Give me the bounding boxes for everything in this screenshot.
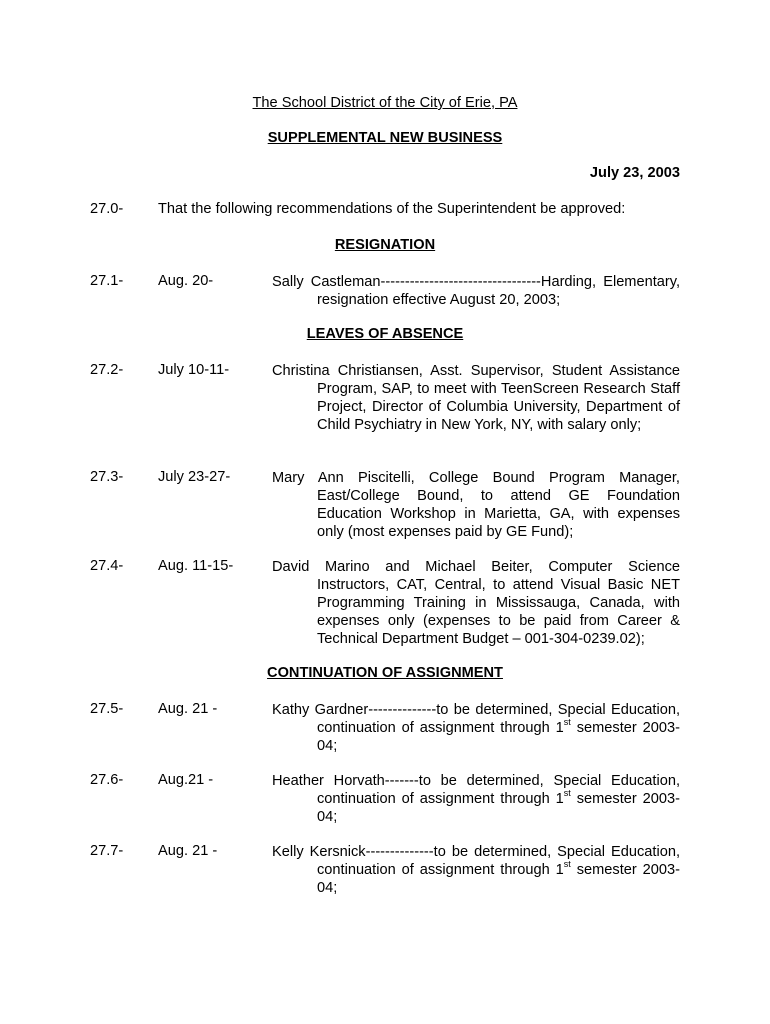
item-date: July 23-27- — [158, 469, 231, 485]
item-continuation: Instructors, CAT, Central, to attend Visual Basic NET Programming Training in Mississauga, Canada, with expenses only (expenses to be paid from Career & Technical Department Budget – 001-304-0239.02); — [317, 577, 680, 647]
item-number: 27.4- — [90, 558, 124, 574]
continuation-text-end: semester 2003-04; — [317, 862, 680, 896]
item-number: 27.5- — [90, 701, 124, 717]
continuation-text-end: semester 2003-04; — [317, 720, 680, 754]
ordinal-suffix: st — [563, 717, 571, 728]
item-continuation: East/College Bound, to attend GE Foundation Education Workshop in Marietta, GA, with expenses only (most expenses paid by GE Fund); — [317, 488, 680, 540]
document-title: SUPPLEMENTAL NEW BUSINESS — [267, 130, 503, 146]
item-continuation — [272, 861, 680, 897]
intro-text: That the following recommendations of the Superintendent be approved: — [158, 201, 626, 217]
item-text — [272, 558, 680, 648]
item-first-line: Heather Horvath-------to be determined, Special Education, — [272, 773, 680, 789]
item-date: Aug. 21 - — [158, 843, 218, 859]
item-date: July 10-11- — [158, 362, 230, 378]
item-first-line: Kelly Kersnick--------------to be determined, Special Education, — [272, 844, 680, 860]
item-date: Aug. 21 - — [158, 701, 218, 717]
item-first-line: Kathy Gardner--------------to be determined, Special Education, — [272, 702, 680, 718]
item-first-line: Mary Ann Piscitelli, College Bound Program Manager, — [272, 470, 680, 486]
section-heading-continuation: CONTINUATION OF ASSIGNMENT — [267, 665, 503, 681]
item-number: 27.3- — [90, 469, 124, 485]
item-date: Aug. 11-15- — [158, 558, 234, 574]
ordinal-suffix: st — [563, 859, 571, 870]
continuation-text: continuation of assignment through 1 — [317, 862, 564, 878]
item-first-line: David Marino and Michael Beiter, Computer Science — [272, 559, 680, 575]
item-text — [272, 772, 680, 826]
intro-number: 27.0- — [90, 201, 124, 217]
item-number: 27.6- — [90, 772, 124, 788]
item-text — [272, 362, 680, 434]
document-date: July 23, 2003 — [589, 165, 680, 181]
continuation-text-end: semester 2003-04; — [317, 791, 680, 825]
district-name: The School District of the City of Erie, PA — [252, 95, 518, 111]
item-text — [272, 701, 680, 755]
item-continuation — [272, 719, 680, 755]
item-text — [272, 843, 680, 897]
item-continuation — [272, 790, 680, 826]
item-text — [272, 273, 680, 309]
item-number: 27.7- — [90, 843, 124, 859]
item-continuation: Program, SAP, to meet with TeenScreen Research Staff Project, Director of Columbia University, Department of Child Psychiatry in New York, NY, with salary only; — [317, 381, 680, 433]
section-heading-leaves: LEAVES OF ABSENCE — [306, 326, 464, 342]
item-date: Aug.21 - — [158, 772, 214, 788]
item-number: 27.1- — [90, 273, 124, 289]
item-first-line: Sally Castleman---------------------------------Harding, Elementary, — [272, 274, 680, 290]
ordinal-suffix: st — [563, 788, 571, 799]
item-date: Aug. 20- — [158, 273, 214, 289]
item-continuation: resignation effective August 20, 2003; — [317, 292, 561, 308]
continuation-text: continuation of assignment through 1 — [317, 791, 564, 807]
continuation-text: continuation of assignment through 1 — [317, 720, 564, 736]
section-heading-resignation: RESIGNATION — [334, 237, 436, 253]
item-text — [272, 469, 680, 541]
item-first-line: Christina Christiansen, Asst. Supervisor, Student Assistance — [272, 363, 680, 379]
item-number: 27.2- — [90, 362, 124, 378]
